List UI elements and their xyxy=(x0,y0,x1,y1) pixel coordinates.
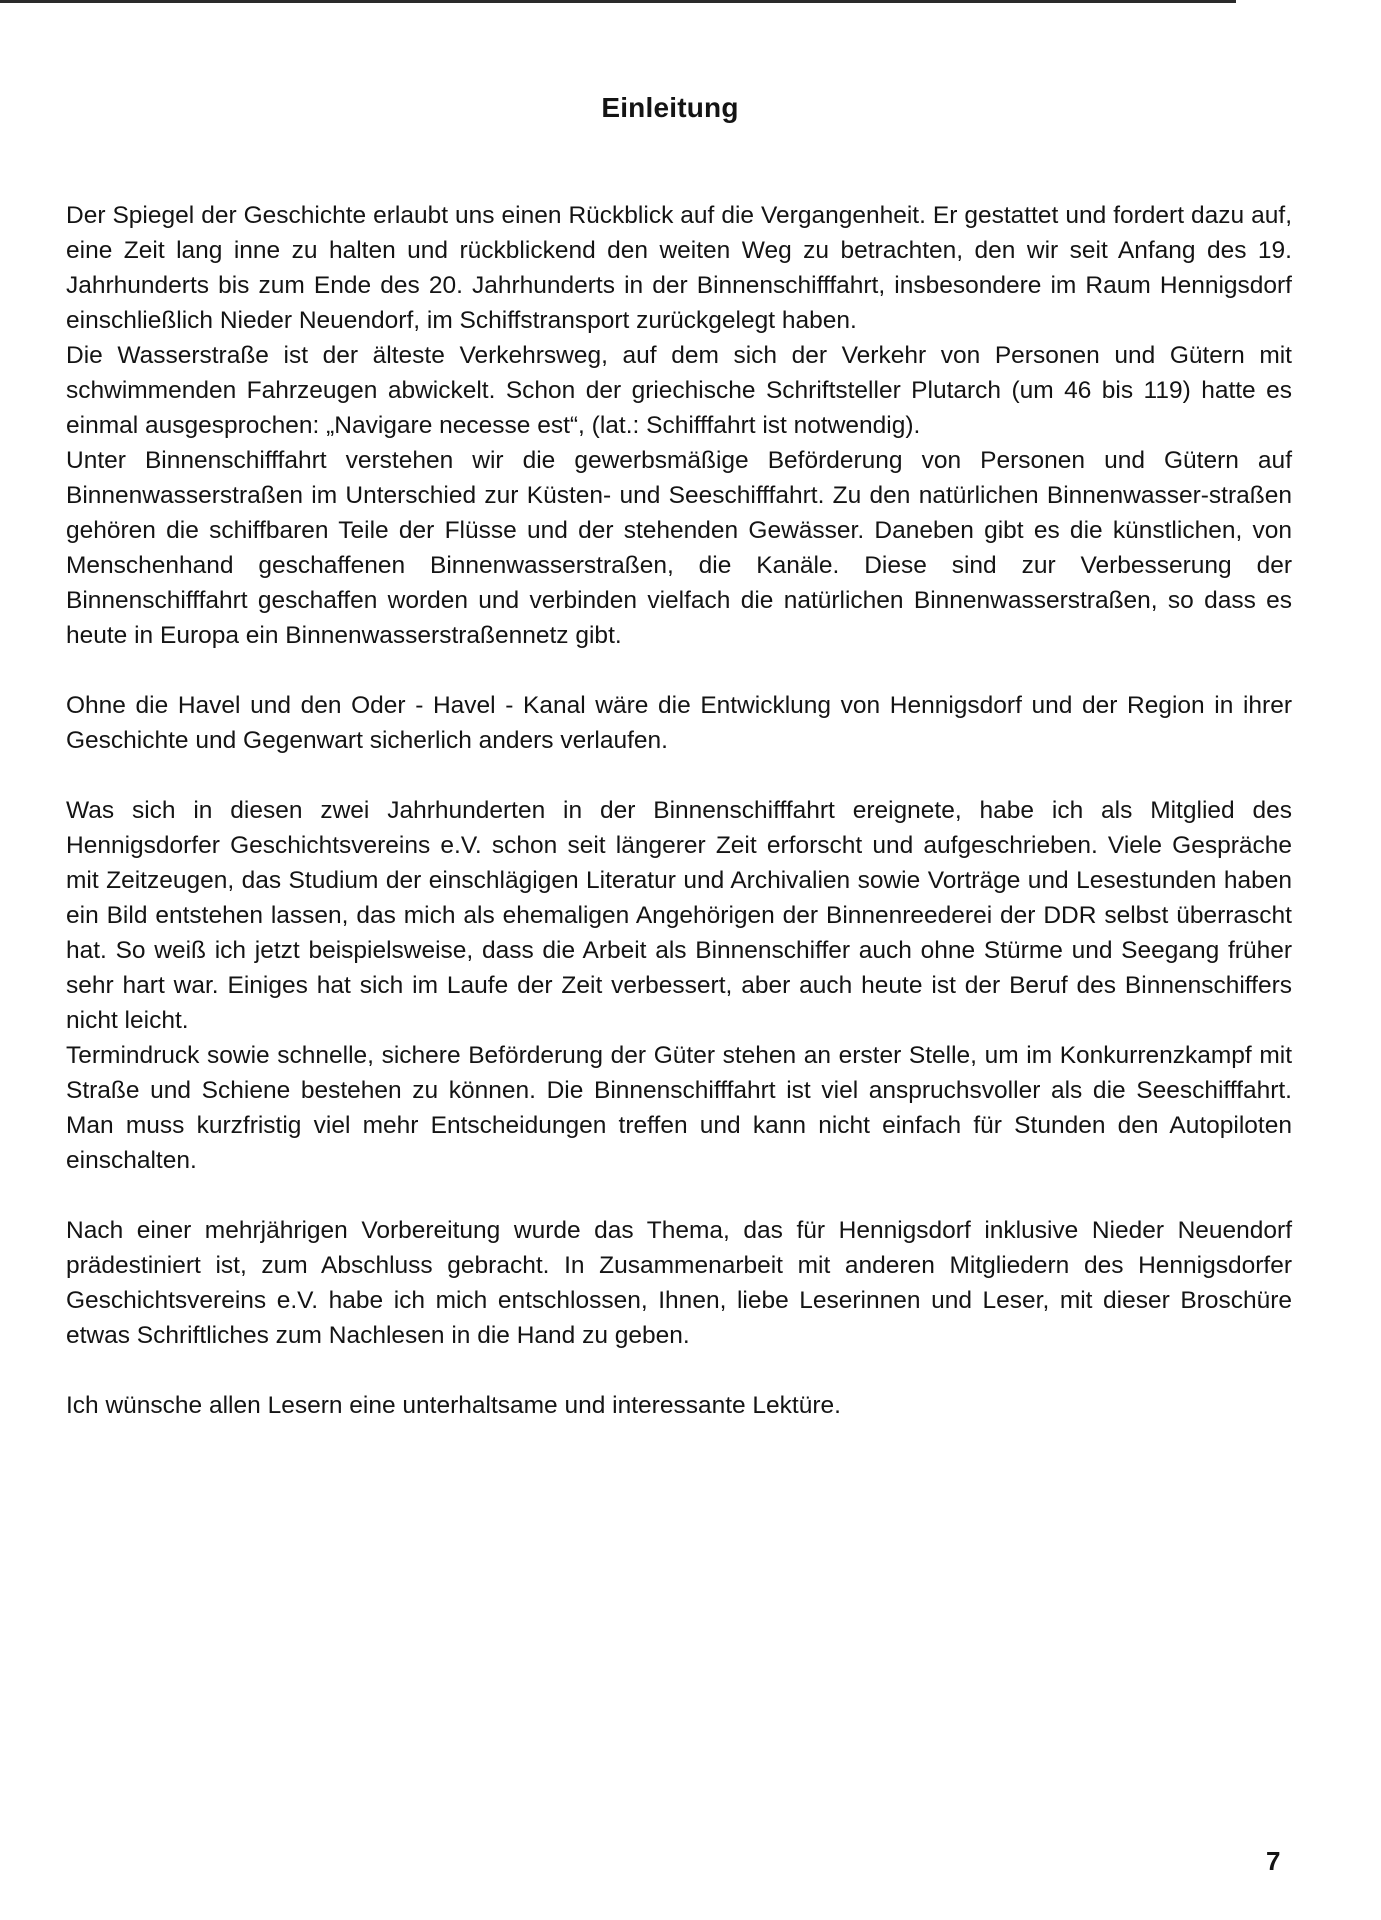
page-title: Einleitung xyxy=(601,92,739,123)
paragraph-geschichtsverein: Was sich in diesen zwei Jahrhunderten in der Binnenschifffahrt ereignete, habe ich als Mitglied des Hennigsdorfer Geschichtsvereins e.V. schon seit längerer Zeit erforscht und aufgeschrieben. Viele Gespräche mit Zeitzeugen, das Studium der einschlägigen Literatur und Archivalien sowie Vorträge und Lesestunden haben ein Bild entstehen lassen, das mich als ehemaligen Angehörigen der Binnenreederei der DDR selbst überrascht hat. So weiß ich jetzt beispielsweise, dass die Arbeit als Binnenschiffer auch ohne Stürme und Seegang früher sehr hart war. Einiges hat sich im Laufe der Zeit verbessert, aber auch heute ist der Beruf des Binnenschiffers nicht leicht. xyxy=(66,797,1292,1034)
top-rule xyxy=(0,0,1236,3)
paragraph-wasserstrasse: Die Wasserstraße ist der älteste Verkehrsweg, auf dem sich der Verkehr von Personen und Gütern mit schwimmenden Fahrzeugen abwickelt. Schon der griechische Schriftsteller Plutarch (um 46 bis 119) hatte es einmal ausgesprochen: „Navigare necesse est“, (lat.: Schifffahrt ist notwendig). xyxy=(66,342,1292,439)
paragraph-binnenschifffahrt: Unter Binnenschifffahrt verstehen wir die gewerbsmäßige Beförderung von Personen und Gütern auf Binnenwasserstraßen im Unterschied zur Küsten- und Seeschifffahrt. Zu den natürlichen Binnenwasser-straßen gehören die schiffbaren Teile der Flüsse und der stehenden Gewässer. Daneben gibt es die künstlichen, von Menschenhand geschaffenen Binnenwasserstraßen, die Kanäle. Diese sind zur Verbesserung der Binnenschifffahrt geschaffen worden und verbinden vielfach die natürlichen Binnenwasserstraßen, so dass es heute in Europa ein Binnenwasserstraßennetz gibt. xyxy=(66,447,1292,649)
body-text xyxy=(66,198,1292,1423)
paragraph-vorbereitung: Nach einer mehrjährigen Vorbereitung wurde das Thema, das für Hennigsdorf inklusive Nieder Neuendorf prädestiniert ist, zum Abschluss gebracht. In Zusammenarbeit mit anderen Mitgliedern des Hennigsdorfer Geschichtsvereins e.V. habe ich mich entschlossen, Ihnen, liebe Leserinnen und Leser, mit dieser Broschüre etwas Schriftliches zum Nachlesen in die Hand zu geben. xyxy=(66,1217,1292,1349)
paragraph-termindruck: Termindruck sowie schnelle, sichere Beförderung der Güter stehen an erster Stelle, um im Konkurrenzkampf mit Straße und Schiene bestehen zu können. Die Binnenschifffahrt ist viel anspruchsvoller als die Seeschifffahrt. Man muss kurzfristig viel mehr Entscheidungen treffen und kann nicht einfach für Stunden den Autopiloten einschalten. xyxy=(66,1042,1292,1174)
paragraph-havel: Ohne die Havel und den Oder - Havel - Kanal wäre die Entwicklung von Hennigsdorf und der Region in ihrer Geschichte und Gegenwart sicherlich anders verlaufen. xyxy=(66,692,1292,754)
page-number: 7 xyxy=(1266,1846,1281,1876)
paragraph-closing: Ich wünsche allen Lesern eine unterhaltsame und interessante Lektüre. xyxy=(66,1392,841,1419)
paragraph-intro: Der Spiegel der Geschichte erlaubt uns einen Rückblick auf die Vergangenheit. Er gestattet und fordert dazu auf, eine Zeit lang inne zu halten und rückblickend den weiten Weg zu betrachten, den wir seit Anfang des 19. Jahrhunderts bis zum Ende des 20. Jahrhunderts in der Binnenschifffahrt, insbesondere im Raum Hennigsdorf einschließlich Nieder Neuendorf, im Schiffstransport zurückgelegt haben. xyxy=(66,202,1292,334)
